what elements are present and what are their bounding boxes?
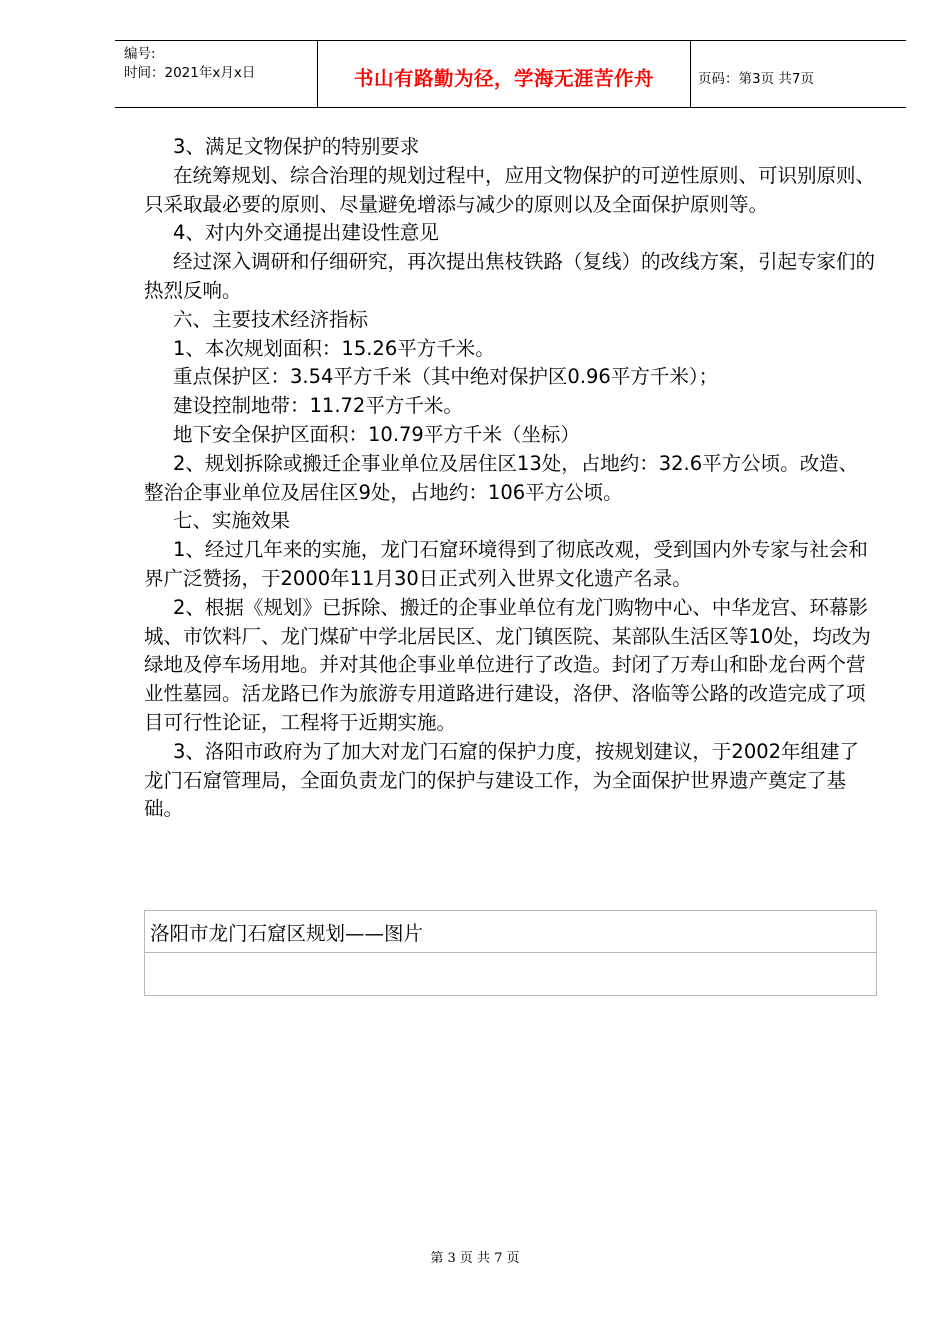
paragraph: 地下安全保护区面积：10.79平方千米（坐标）: [173, 422, 580, 446]
page-header: [115, 40, 906, 108]
paragraph: 建设控制地带：11.72平方千米。: [173, 394, 463, 418]
image-table-caption: 洛阳市龙门石窟区规划——图片: [145, 911, 876, 953]
paragraph: 经过深入调研和仔细研究，再次提出焦枝铁路（复线）的改线方案，引起专家们的热烈反响。: [144, 250, 876, 302]
page-footer: 第 3 页 共 7 页: [430, 1251, 520, 1266]
header-meta-cell: [115, 41, 317, 107]
paragraph: 在统筹规划、综合治理的规划过程中，应用文物保护的可逆性原则、可识别原则、只采取最必要的原则、尽量避免增添与减少的原则以及全面保护原则等。: [144, 163, 876, 216]
time-label: 时间：2021年x月x日: [124, 65, 256, 81]
paragraph: 3、满足文物保护的特别要求: [173, 135, 420, 158]
code-label: 编号:: [124, 46, 156, 62]
section-heading: 六、主要技术经济指标: [173, 307, 369, 331]
paragraph: 4、对内外交通提出建设性意见: [173, 221, 439, 245]
header-page-info: 页码：第3页 共7页: [698, 71, 814, 87]
header-motto: 书山有路勤为径，学海无涯苦作舟: [317, 41, 691, 107]
image-table: [144, 910, 877, 996]
paragraph: 2、规划拆除或搬迁企事业单位及居住区13处，占地约：32.6平方公顷。改造、整治企事业单位及居住区9处，占地约：106平方公顷。: [144, 451, 859, 504]
paragraph: 2、根据《规划》已拆除、搬迁的企事业单位有龙门购物中心、中华龙宫、环幕影城、市饮料厂、龙门煤矿中学北居民区、龙门镇医院、某部队生活区等10处，均改为绿地及停车场用地。并对其他企事业单位进行了改造。封闭了万寿山和卧龙台两个营业性墓园。活龙路已作为旅游专用道路进行建设，洛伊、洛临等公路的改造完成了项目可行性论证，工程将于近期实施。: [144, 595, 871, 734]
document-body: [144, 133, 876, 824]
paragraph: 重点保护区：3.54平方千米（其中绝对保护区0.96平方千米）；: [173, 365, 719, 389]
paragraph: 1、经过几年来的实施，龙门石窟环境得到了彻底改观，受到国内外专家与社会和界广泛赞扬，于2000年11月30日正式列入世界文化遗产名录。: [144, 538, 868, 590]
image-table-empty-cell: [145, 953, 876, 995]
section-heading: 七、实施效果: [173, 509, 291, 533]
paragraph: 1、本次规划面积：15.26平方千米。: [173, 336, 495, 360]
paragraph: 3、洛阳市政府为了加大对龙门石窟的保护力度，按规划建议，于2002年组建了龙门石窟管理局，全面负责龙门的保护与建设工作，为全面保护世界遗产奠定了基础。: [144, 739, 860, 821]
